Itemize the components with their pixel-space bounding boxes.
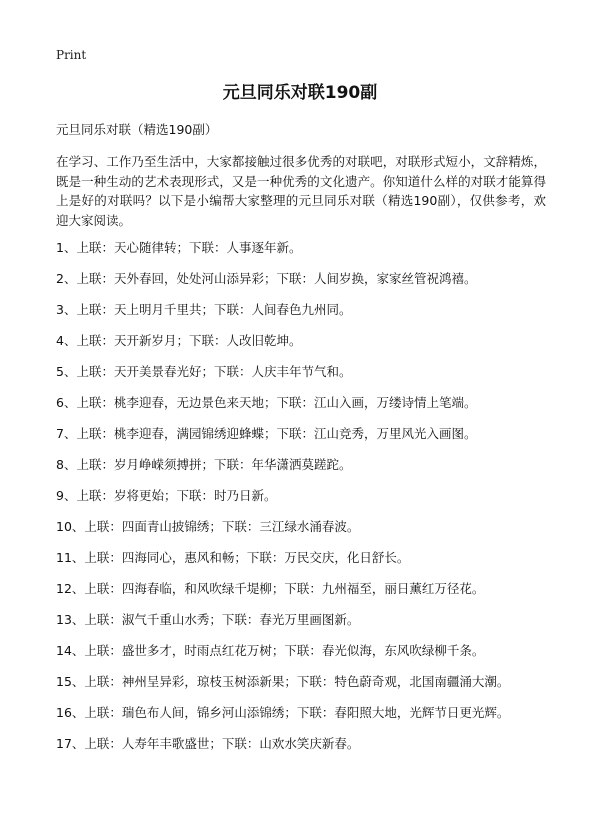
couplet-item: 4、上联：天开新岁月；下联：人改旧乾坤。	[56, 333, 302, 348]
couplet-item: 8、上联：岁月峥嵘须搏拼；下联：年华潇洒莫蹉跎。	[56, 457, 352, 472]
couplet-list	[56, 240, 546, 752]
couplet-item: 11、上联：四海同心，惠风和畅；下联：万民交庆，化日舒长。	[56, 550, 410, 565]
couplet-item: 6、上联：桃李迎春，无边景色来天地；下联：江山入画，万缕诗情上笔端。	[56, 395, 477, 410]
couplet-item: 3、上联：天上明月千里共；下联：人间春色九州同。	[56, 302, 352, 317]
couplet-item: 14、上联：盛世多才，时雨点红花万树；下联：春光似海，东风吹绿柳千条。	[56, 643, 485, 658]
couplet-item: 12、上联：四海春临，和风吹绿千堤柳；下联：九州福至，丽日薰红万径花。	[56, 581, 485, 596]
couplet-item: 7、上联：桃李迎春，满园锦绣迎蜂蝶；下联：江山竞秀，万里风光入画图。	[56, 426, 477, 441]
couplet-item: 1、上联：天心随律转；下联：人事逐年新。	[56, 240, 302, 255]
document-body	[56, 122, 546, 767]
couplet-item: 2、上联：天外春回，处处河山添异彩；下联：人间岁换，家家丝管祝鸿禧。	[56, 271, 477, 286]
document-subtitle: 元旦同乐对联（精选190副）	[56, 122, 218, 137]
couplet-item: 5、上联：天开美景春光好；下联：人庆丰年节气和。	[56, 364, 352, 379]
couplet-item: 16、上联：瑞色布人间，锦乡河山添锦绣；下联：春阳照大地，光辉节日更光辉。	[56, 705, 510, 720]
intro-paragraph: 在学习、工作乃至生活中，大家都接触过很多优秀的对联吧，对联形式短小，文辞精炼，既是一种生动的艺术表现形式，又是一种优秀的文化遗产。你知道什么样的对联才能算得上是好的对联吗？以下是小编帮大家整理的元旦同乐对联（精选190副），仅供参考，欢迎大家阅读。	[56, 154, 546, 228]
document-title: 元旦同乐对联190副	[222, 83, 378, 103]
print-link[interactable]: Print	[56, 48, 87, 62]
couplet-item: 10、上联：四面青山披锦绣；下联：三江绿水涌春波。	[56, 519, 360, 534]
couplet-item: 13、上联：淑气千重山水秀；下联：春光万里画图新。	[56, 612, 360, 627]
couplet-item: 9、上联：岁将更始；下联：时乃日新。	[56, 488, 277, 503]
couplet-item: 15、上联：神州呈异彩，琼枝玉树添新果；下联：特色蔚奇观，北国南疆涌大潮。	[56, 674, 510, 689]
couplet-item: 17、上联：人寿年丰歌盛世；下联：山欢水笑庆新春。	[56, 736, 360, 751]
